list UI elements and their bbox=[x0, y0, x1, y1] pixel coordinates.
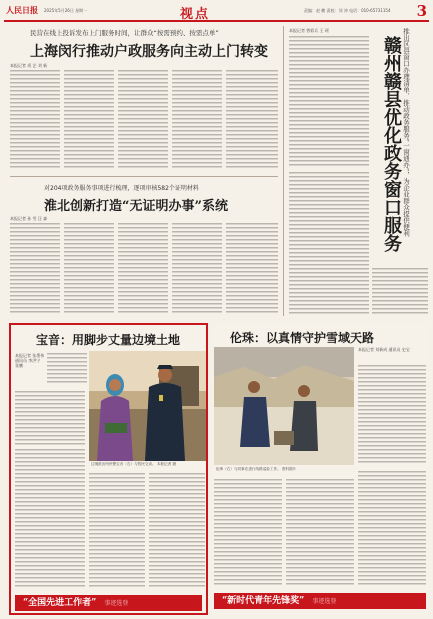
story2-byline: 本报记者 孙 雪 汪 森 bbox=[10, 216, 48, 221]
story5-photo bbox=[214, 347, 354, 465]
story5-byline: 本报记者 刘新成 通讯员 史宝 bbox=[358, 347, 410, 352]
story1-kicker: 民营在线上投诉发布上门服务时间，让群众“按需预约、按需点单” bbox=[30, 29, 219, 37]
masthead bbox=[4, 2, 429, 22]
story2-headline: 淮北创新打造“无证明办事”系统 bbox=[44, 199, 228, 214]
story2-body-col2 bbox=[64, 223, 114, 315]
section-title: 视点 bbox=[180, 7, 211, 22]
story5-body-col1 bbox=[214, 479, 282, 587]
story1-byline: 本报记者 巩 艺 刘 新 bbox=[10, 63, 48, 68]
story5-caption: 伦珠（右）与同事在进行线路巡检工作。 资料图片 bbox=[216, 467, 297, 471]
story4-photo bbox=[89, 351, 206, 461]
banner-national-advanced-worker: “全国先进工作者” 事迹选登 bbox=[15, 595, 202, 611]
story1-body-col1 bbox=[10, 70, 60, 170]
page-number: 3 bbox=[416, 2, 427, 20]
story2-body-col5 bbox=[226, 223, 278, 315]
story3-vertical-kicker: 推出区县窗口办理清单、推动政务服务“一窗通办”，为企业群众提供便利 bbox=[402, 28, 410, 237]
story4-body-col2 bbox=[89, 473, 145, 589]
story2-body-col1 bbox=[10, 223, 60, 315]
story3-byline: 本报记者 曾彩兵 王 瑶 bbox=[289, 28, 329, 33]
issue-date: 2025年5月26日 星期一 bbox=[44, 8, 88, 13]
story1-body-col4 bbox=[172, 70, 222, 170]
story5-area bbox=[212, 323, 429, 615]
story3-vertical-headline: 赣州赣县优化政务窗口服务 bbox=[381, 36, 402, 252]
story1-body-col2 bbox=[64, 70, 114, 170]
story4-lead bbox=[47, 353, 87, 385]
story4-body-top bbox=[15, 391, 85, 445]
story3-body-lower-right bbox=[372, 268, 428, 315]
column-divider bbox=[283, 26, 284, 316]
story1-body-col3 bbox=[118, 70, 168, 170]
story4-caption: 边境派出所民警宝音（右）与牧民交谈。 本报记者 摄 bbox=[91, 462, 176, 466]
story3-body-upper bbox=[289, 36, 369, 166]
story5-headline: 伦珠：以真情守护雪域天路 bbox=[230, 331, 375, 345]
banner-new-era-youth-pioneer: “新时代青年先锋奖” 事迹选登 bbox=[214, 593, 426, 609]
story4-headline: 宝音：用脚步丈量边境土地 bbox=[36, 333, 181, 347]
story1-headline: 上海闵行推动户政服务向主动上门转变 bbox=[30, 44, 268, 60]
story5-body-right bbox=[358, 365, 426, 465]
story4-byline: 本报记者 张墨伟 通讯员 李洪宁 张鹏 bbox=[15, 353, 45, 368]
story1-body-col5 bbox=[226, 70, 278, 170]
story4-box bbox=[9, 323, 208, 615]
border-officer-photo bbox=[89, 351, 206, 461]
story2-body-col4 bbox=[172, 223, 222, 315]
divider bbox=[10, 176, 278, 177]
editor-credits: 责编：赵 鹏 责校：刘 冲 电话：010-65731154 bbox=[304, 8, 391, 13]
story5-body-col3 bbox=[358, 471, 426, 587]
story4-body-col3 bbox=[149, 473, 205, 589]
story2-body-col3 bbox=[118, 223, 168, 315]
story5-body-col2 bbox=[286, 479, 354, 587]
story4-body-col1 bbox=[15, 449, 85, 589]
plateau-worker-photo bbox=[214, 347, 354, 465]
newspaper-logo: 人民日报 bbox=[6, 5, 38, 15]
story3-body-lower-left bbox=[289, 172, 369, 315]
story2-kicker: 对204项政务服务事项进行梳理，逐项审核582个证明材料 bbox=[44, 185, 199, 192]
